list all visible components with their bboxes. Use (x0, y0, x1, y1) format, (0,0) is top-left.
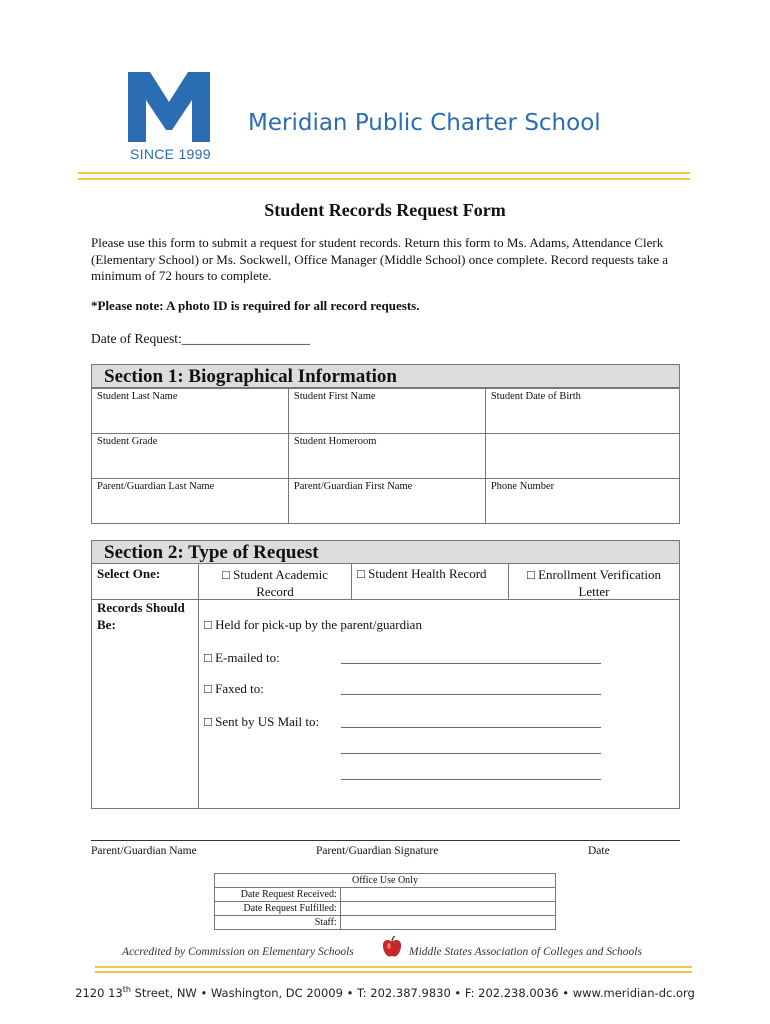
parent-last-name-field[interactable]: Parent/Guardian Last Name (92, 479, 289, 524)
form-title: Student Records Request Form (264, 200, 506, 220)
fulfilled-field[interactable] (340, 902, 555, 916)
checkbox-icon[interactable]: □ (204, 617, 212, 632)
email-line-field[interactable]: ________________________________________ (341, 650, 601, 665)
school-name: Meridian Public Charter School (248, 110, 601, 136)
header-rule-top (78, 172, 690, 174)
records-should-label-2: Be: (97, 617, 116, 632)
phone-number-field[interactable]: Phone Number (485, 479, 679, 524)
header-rule-bottom (78, 178, 690, 180)
checkbox-icon[interactable]: □ (204, 681, 212, 696)
table-row (215, 916, 556, 930)
received-field[interactable] (340, 888, 555, 902)
option-health-record[interactable] (357, 566, 487, 582)
checkbox-icon[interactable]: □ (357, 566, 365, 581)
mail-line-field-1[interactable]: ________________________________________ (341, 714, 601, 729)
empty-cell (485, 434, 679, 479)
delivery-label: Sent by US Mail to: (215, 714, 320, 729)
option-divider (351, 564, 352, 599)
footer-rule-top (95, 966, 692, 968)
option-enrollment-letter[interactable] (512, 566, 676, 600)
parent-name-label: Parent/Guardian Name (91, 845, 197, 857)
signature-line[interactable] (91, 840, 680, 841)
option-label: Enrollment Verification Letter (538, 567, 661, 599)
school-logo-m (128, 72, 210, 142)
student-homeroom-field[interactable]: Student Homeroom (288, 434, 485, 479)
section2-header (91, 540, 680, 564)
office-use-table (214, 873, 556, 930)
checkbox-icon[interactable]: □ (527, 567, 535, 582)
delivery-label: Faxed to: (215, 681, 264, 696)
section2-title: Section 2: Type of Request (104, 542, 319, 563)
section1-header (91, 364, 680, 388)
address-part: 2120 13 (75, 985, 123, 1000)
delivery-label: E-mailed to: (215, 650, 280, 665)
mail-line-field-2[interactable]: ________________________________________ (341, 740, 601, 755)
apple-icon (381, 935, 403, 959)
select-one-label: Select One: (97, 566, 161, 581)
section2-divider (198, 564, 199, 808)
received-label: Date Request Received: (215, 888, 341, 902)
delivery-fax[interactable] (204, 681, 264, 697)
biographical-table (91, 388, 680, 524)
fax-line-field[interactable]: ________________________________________ (341, 681, 601, 696)
accreditation-right: Middle States Association of Colleges and Schools (409, 946, 642, 958)
office-use-box (214, 873, 556, 930)
checkbox-icon[interactable]: □ (204, 650, 212, 665)
table-row (215, 888, 556, 902)
staff-field[interactable] (340, 916, 555, 930)
table-row (92, 434, 680, 479)
date-of-request-field[interactable]: Date of Request:___________________ (91, 331, 310, 346)
parent-first-name-field[interactable]: Parent/Guardian First Name (288, 479, 485, 524)
option-academic-record[interactable] (205, 566, 345, 600)
student-dob-field[interactable]: Student Date of Birth (485, 389, 679, 434)
delivery-mail[interactable] (204, 714, 319, 730)
office-use-title: Office Use Only (215, 874, 556, 888)
staff-label: Staff: (215, 916, 341, 930)
checkbox-icon[interactable]: □ (221, 567, 230, 582)
student-grade-field[interactable]: Student Grade (92, 434, 289, 479)
table-row (92, 479, 680, 524)
address-ordinal: th (122, 985, 131, 994)
checkbox-icon[interactable]: □ (204, 714, 212, 729)
mail-line-field-3[interactable]: ________________________________________ (341, 766, 601, 781)
footer-rule-bottom (95, 971, 692, 973)
option-label: Student Academic Record (233, 567, 329, 599)
records-should-label: Records Should (97, 600, 185, 615)
table-row (215, 902, 556, 916)
parent-signature-label: Parent/Guardian Signature (316, 845, 439, 857)
since-label: SINCE 1999 (130, 146, 211, 162)
date-label: Date (588, 845, 610, 857)
address-part: Street, NW • Washington, DC 20009 • T: 202.387.9830 • F: 202.238.0036 • www.meridian-dc.org (130, 985, 695, 1000)
student-first-name-field[interactable]: Student First Name (288, 389, 485, 434)
school-address (0, 985, 770, 1000)
delivery-label: Held for pick-up by the parent/guardian (215, 617, 422, 632)
option-label: Student Health Record (368, 566, 487, 581)
table-row (92, 389, 680, 434)
fulfilled-label: Date Request Fulfilled: (215, 902, 341, 916)
student-last-name-field[interactable]: Student Last Name (92, 389, 289, 434)
delivery-pickup[interactable] (204, 617, 422, 633)
table-row (215, 874, 556, 888)
photo-id-note: *Please note: A photo ID is required for all record requests. (91, 298, 420, 313)
option-divider (508, 564, 509, 599)
accreditation-left: Accredited by Commission on Elementary Schools (122, 946, 354, 958)
delivery-email[interactable] (204, 650, 280, 666)
section1-title: Section 1: Biographical Information (104, 366, 397, 387)
form-instructions: Please use this form to submit a request for student records. Return this form to Ms. Adams, Attendance Clerk (Elementary School) or Ms. Sockwell, Office Manager (Middle School) once complete. Record requests take a minimum of 72 hours to complete. (91, 235, 668, 283)
